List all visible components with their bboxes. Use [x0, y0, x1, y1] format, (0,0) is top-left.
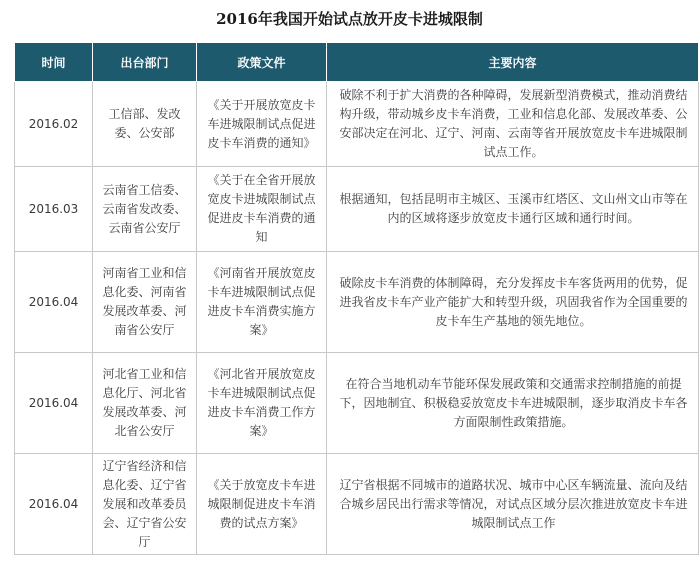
- policy-table: [14, 42, 699, 555]
- table-row: [15, 252, 699, 353]
- cell-content: 在符合当地机动车节能环保发展政策和交通需求控制措施的前提下，因地制宜、积极稳妥放宽皮卡车进城限制，逐步取消皮卡车各方面限制性政策措施。: [327, 353, 699, 454]
- cell-time: 2016.03: [15, 167, 93, 252]
- table-row: [15, 353, 699, 454]
- header-document: 政策文件: [197, 43, 327, 82]
- cell-content: 破除不利于扩大消费的各种障碍，发展新型消费模式，推动消费结构升级，带动城乡皮卡车消费，工业和信息化部、发展改革委、公安部决定在河北、辽宁、河南、云南等省开展放宽皮卡车进城限制试点工作。: [327, 82, 699, 167]
- cell-document: 《河南省开展放宽皮卡车进城限制试点促进皮卡车消费实施方案》: [197, 252, 327, 353]
- table-row: [15, 167, 699, 252]
- cell-document: 《关于开展放宽皮卡车进城限制试点促进皮卡车消费的通知》: [197, 82, 327, 167]
- cell-department: 云南省工信委、云南省发改委、云南省公安厅: [93, 167, 197, 252]
- cell-document: 《河北省开展放宽皮卡车进城限制试点促进皮卡车消费工作方案》: [197, 353, 327, 454]
- cell-content: 辽宁省根据不同城市的道路状况、城市中心区车辆流量、流向及结合城乡居民出行需求等情况，对试点区域分层次推进放宽皮卡车进城限制试点工作: [327, 454, 699, 555]
- cell-department: 辽宁省经济和信息化委、辽宁省发展和改革委员会、辽宁省公安厅: [93, 454, 197, 555]
- cell-content: 破除皮卡车消费的体制障碍，充分发挥皮卡车客货两用的优势，促进我省皮卡车产业产能扩大和转型升级，巩固我省作为全国重要的皮卡车生产基地的领先地位。: [327, 252, 699, 353]
- table-row: [15, 454, 699, 555]
- header-content: 主要内容: [327, 43, 699, 82]
- cell-time: 2016.04: [15, 252, 93, 353]
- cell-department: 河北省工业和信息化厅、河北省发展改革委、河北省公安厅: [93, 353, 197, 454]
- header-time: 时间: [15, 43, 93, 82]
- table-header-row: [15, 43, 699, 82]
- table-row: [15, 82, 699, 167]
- cell-department: 工信部、发改委、公安部: [93, 82, 197, 167]
- page-title: 2016年我国开始试点放开皮卡进城限制: [216, 10, 483, 28]
- header-department: 出台部门: [93, 43, 197, 82]
- cell-time: 2016.04: [15, 353, 93, 454]
- cell-time: 2016.02: [15, 82, 93, 167]
- cell-document: 《关于在全省开展放宽皮卡进城限制试点促进皮卡车消费的通知: [197, 167, 327, 252]
- cell-content: 根据通知，包括昆明市主城区、玉溪市红塔区、文山州文山市等在内的区域将逐步放宽皮卡通行区域和通行时间。: [327, 167, 699, 252]
- cell-time: 2016.04: [15, 454, 93, 555]
- cell-department: 河南省工业和信息化委、河南省发展改革委、河南省公安厅: [93, 252, 197, 353]
- cell-document: 《关于放宽皮卡车进城限制促进皮卡车消费的试点方案》: [197, 454, 327, 555]
